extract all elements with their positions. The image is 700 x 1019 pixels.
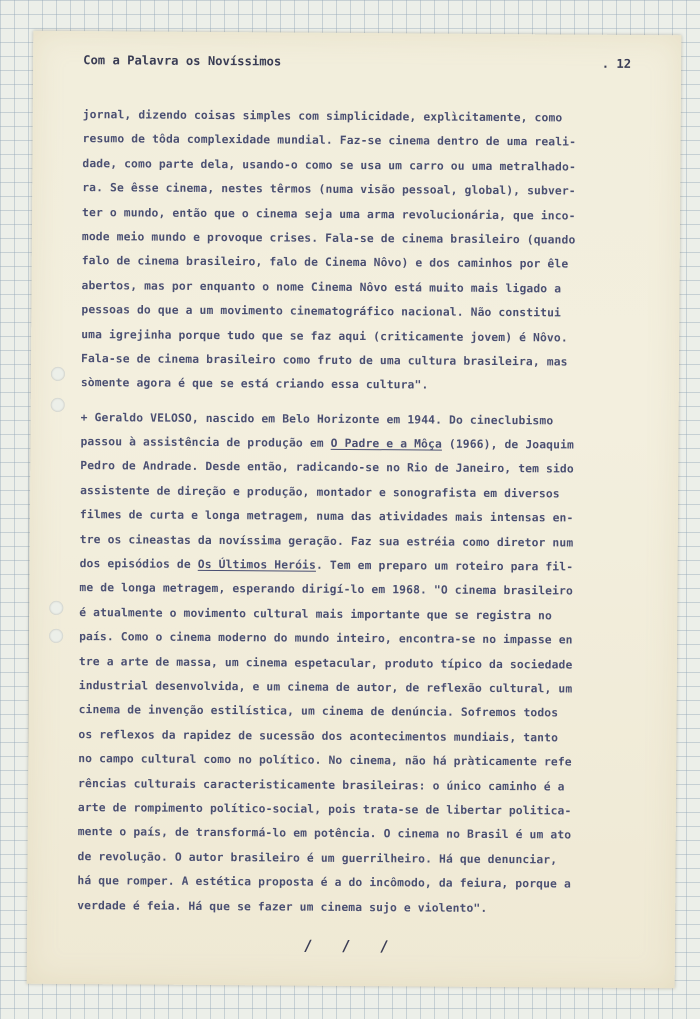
text-line: me de longa metragem, esperando dirigí-lo em 1968. "O cinema brasileiro (79, 581, 574, 598)
text-line: Pedro de Andrade. Desde então, radicando-se no Rio de Janeiro, tem sido (80, 459, 574, 477)
text-line: pessoas do que a um movimento cinematográfico nacional. Não constitui (81, 303, 562, 320)
text-line: industrial desenvolvida, e um cinema de autor, de reflexão cultural, um (78, 679, 573, 696)
text-line: tre os cineastas da novíssima geração. Faz sua estréia como diretor num (79, 532, 574, 550)
text-line: tre a arte de massa, um cinema espetacular, produto típico da sociedade (78, 654, 573, 672)
document-body (77, 103, 643, 922)
text-line: abertos, mas por enquanto o nome Cinema Nôvo está muito mais ligado a (81, 278, 562, 296)
text-line: ter o mundo, então que o cinema seja uma arma revolucionária, que inco- (82, 205, 576, 223)
text-line: + Geraldo VELOSO, nascido em Belo Horizonte em 1944. Do cineclubismo (80, 410, 554, 428)
text-line: mode meio mundo e provoque crises. Fala-se de cinema brasileiro (quando (81, 230, 576, 247)
text-line: jornal, dizendo coisas simples com simplicidade, explìcitamente, como (82, 108, 563, 125)
text-line: resumo de tôda complexidade mundial. Faz-se cinema dentro de uma reali- (82, 132, 577, 149)
typewritten-page (27, 31, 682, 989)
punch-hole (49, 629, 63, 643)
text-line: ra. Se êsse cinema, nestes têrmos (numa visão pessoal, global), subver- (82, 181, 576, 198)
end-mark: / / / (303, 936, 399, 956)
paragraph-geraldo-veloso (77, 406, 641, 922)
text-line: cinema de invenção estilística, um cinema de denúncia. Sofremos todos (78, 703, 559, 720)
text-line: filmes de curta e longa metragem, numa das atividades mais intensas en- (79, 508, 574, 525)
text-run: . Tem em preparo um roteiro para fil- (315, 558, 574, 574)
text-line: mente o país, de transformá-lo em potência. O cinema no Brasil é um ato (77, 825, 572, 842)
text-run: passou à assistência de produção em (80, 435, 331, 450)
paragraph-continuation (81, 103, 643, 400)
text-line: dade, como parte dela, usando-o como se usa um carro ou uma metralhado- (82, 156, 576, 174)
film-title: Os Últimos Heróis (197, 557, 317, 572)
text-line: país. Como o cinema moderno do mundo inteiro, encontra-se no impasse en (79, 630, 573, 647)
text-run: dos episódios de (79, 557, 198, 571)
text-line: assistente de direção e produção, montador e sonografista em diversos (80, 483, 560, 501)
text-line: uma igrejinha porque tudo que se faz aqui (criticamente jovem) é Nôvo. (81, 327, 568, 345)
text-line: Fala-se de cinema brasileiro como fruto de uma cultura brasileira, mas (81, 351, 568, 369)
film-title: O Padre e a Môça (330, 436, 442, 451)
text-line: verdade é feia. Há que se fazer um cinema sujo e violento". (77, 898, 488, 915)
text-line: é atualmente o movimento cultural mais importante que se registra no (79, 605, 553, 623)
text-line: há que romper. A estética proposta é a do incômodo, da feiura, porque a (77, 874, 571, 891)
text-line: falo de cinema brasileiro, falo de Cinema Nôvo) e dos caminhos por êle (81, 254, 569, 271)
text-line: sòmente agora é que se está criando essa cultura". (80, 376, 429, 392)
text-run: (1966), de Joaquim (441, 437, 575, 452)
text-line: os reflexos da rapidez de sucessão dos acontecimentos mundiais, tanto (78, 727, 559, 745)
text-line: de revolução. O autor brasileiro é um guerrilheiro. Há que denunciar, (77, 849, 558, 867)
text-line: arte de rompimento político-social, pois trata-se de libertar politica- (77, 801, 572, 818)
punch-hole (51, 398, 65, 412)
punch-hole (49, 601, 63, 615)
text-line: rências culturais caracteristicamente brasileiras: o único caminho é a (78, 776, 565, 794)
punch-hole (51, 367, 65, 381)
text-line: no campo cultural como no político. No cinema, não há pràticamente refe (78, 752, 572, 769)
page-number: . 12 (601, 56, 632, 71)
header-title: Com a Palavra os Novíssimos (83, 53, 282, 69)
page-header (83, 53, 631, 77)
